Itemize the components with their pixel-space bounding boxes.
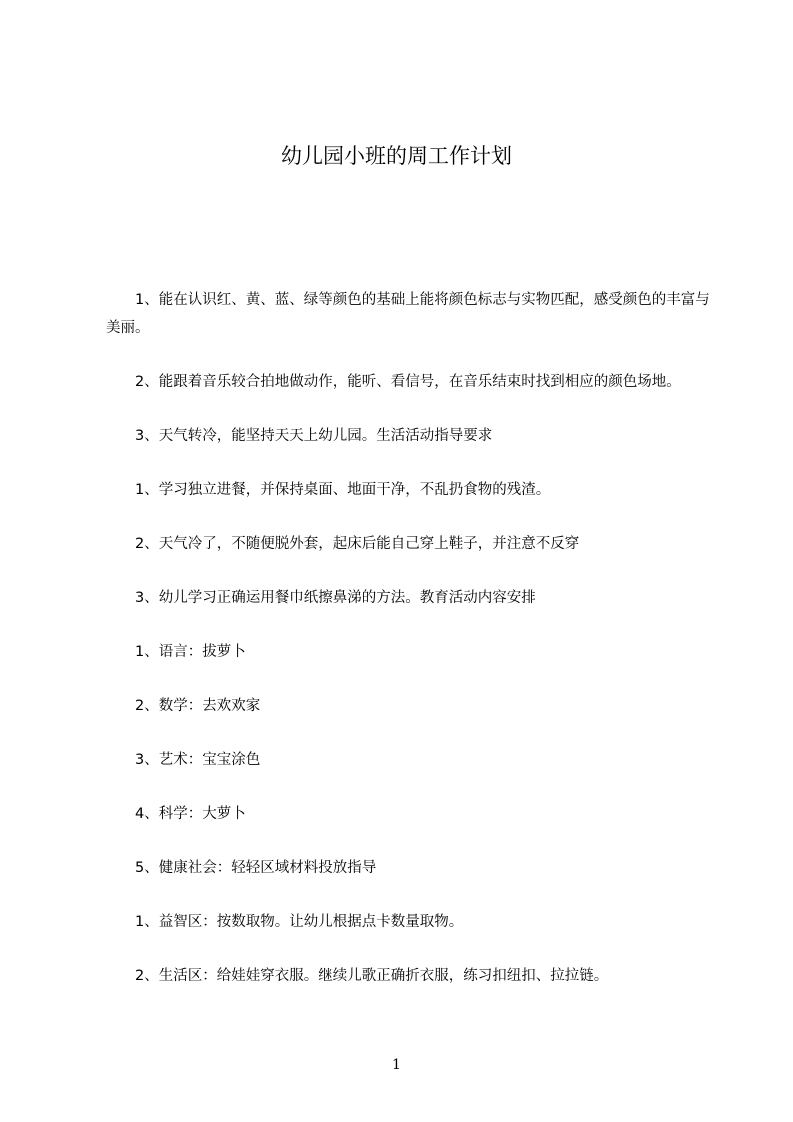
paragraph-life-1: 1、学习独立进餐，并保持桌面、地面干净，不乱扔食物的残渣。 bbox=[135, 482, 551, 498]
paragraph-activity-3: 3、艺术：宝宝涂色 bbox=[135, 752, 261, 768]
paragraph-life-2: 2、天气冷了，不随便脱外套，起床后能自己穿上鞋子，并注意不反穿 bbox=[135, 536, 580, 552]
paragraph-area-2: 2、生活区：给娃娃穿衣服。继续儿歌正确折衣服，练习扣纽扣、拉拉链。 bbox=[135, 968, 609, 984]
paragraph-life-3: 3、幼儿学习正确运用餐巾纸擦鼻涕的方法。教育活动内容安排 bbox=[135, 590, 536, 606]
paragraph-activity-4: 4、科学：大萝卜 bbox=[135, 806, 246, 822]
paragraph-goal-2: 2、能跟着音乐较合拍地做动作，能听、看信号，在音乐结束时找到相应的颜色场地。 bbox=[135, 374, 681, 390]
paragraph-activity-2: 2、数学：去欢欢家 bbox=[135, 698, 261, 714]
paragraph-goal-1: 1、能在认识红、黄、蓝、绿等颜色的基础上能将颜色标志与实物匹配，感受颜色的丰富与美丽。 bbox=[106, 292, 710, 336]
paragraph-activity-1: 1、语言：拔萝卜 bbox=[135, 644, 246, 660]
document-body bbox=[106, 286, 710, 1016]
page-number: 1 bbox=[392, 1057, 401, 1073]
paragraph-goal-3: 3、天气转冷，能坚持天天上幼儿园。生活活动指导要求 bbox=[135, 428, 493, 444]
document-title: 幼儿园小班的周工作计划 bbox=[281, 144, 512, 168]
paragraph-area-1: 1、益智区：按数取物。让幼儿根据点卡数量取物。 bbox=[135, 914, 464, 930]
paragraph-activity-5: 5、健康社会：轻轻区域材料投放指导 bbox=[135, 860, 377, 876]
